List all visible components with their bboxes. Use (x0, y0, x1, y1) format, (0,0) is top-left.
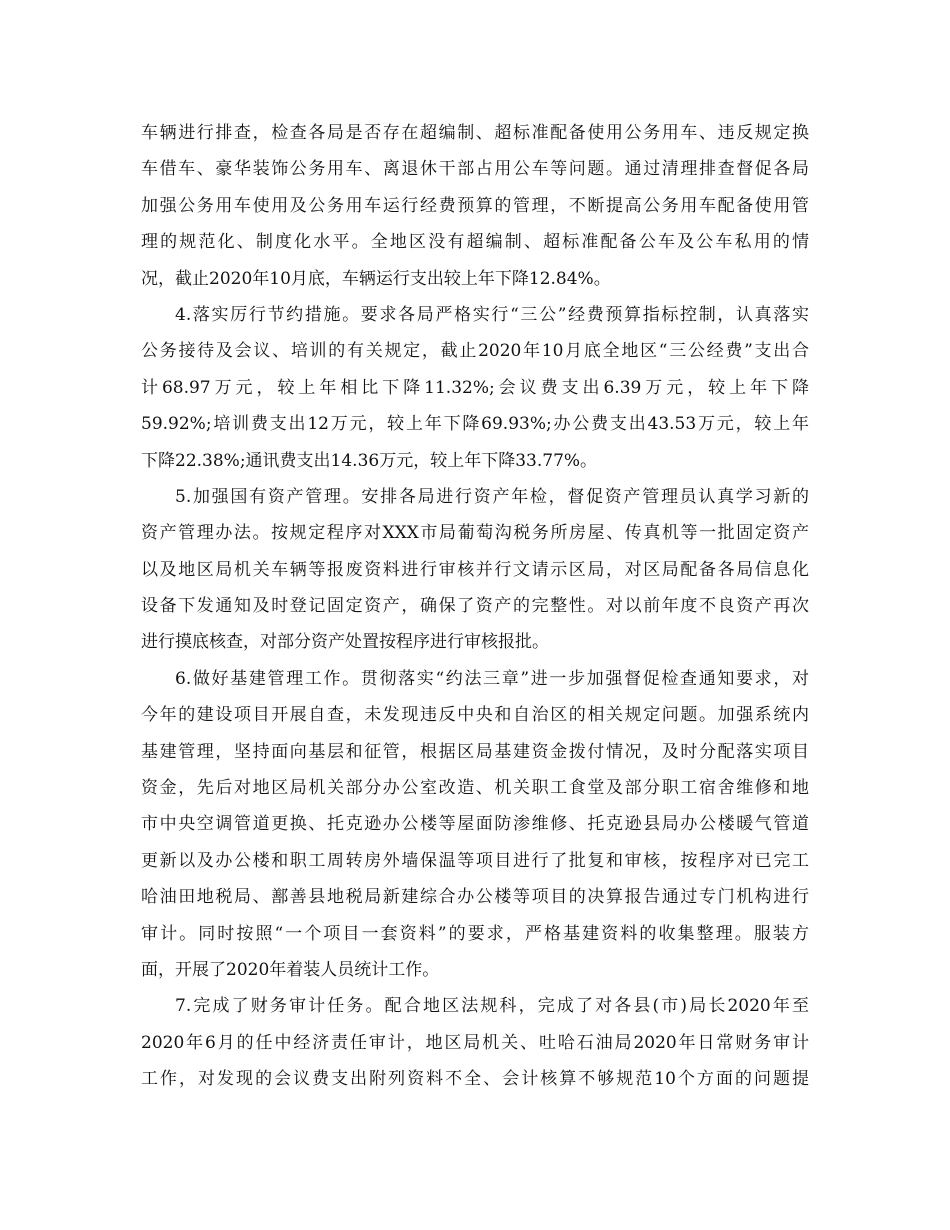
text-line: 市中央空调管道更换、托克逊办公楼等屋面防渗维修、托克逊县局办公楼暖气管道 (141, 814, 809, 835)
text-line: 下降22.38%;通讯费支出14.36万元，较上年下降33.77%。 (141, 450, 598, 471)
text-line: 7.完成了财务审计任务。配合地区法规科，完成了对各县(市)局长2020年至 (175, 996, 809, 1017)
text-line: 公务接待及会议、培训的有关规定，截止2020年10月底全地区“三公经费”支出合 (141, 341, 809, 362)
text-line: 审计。同时按照“一个项目一套资料”的要求，严格基建资料的收集整理。服装方 (141, 923, 809, 944)
text-line: 更新以及办公楼和职工周转房外墙保温等项目进行了批复和审核，按程序对已完工 (141, 850, 809, 871)
text-line: 资金，先后对地区局机关部分办公室改造、机关职工食堂及部分职工宿舍维修和地 (141, 778, 809, 799)
text-line: 计68.97万元，较上年相比下降11.32%;会议费支出6.39万元，较上年下降 (141, 377, 809, 398)
text-line: 况，截止2020年10月底，车辆运行支出较上年下降12.84%。 (141, 268, 611, 289)
text-line: 加强公务用车使用及公务用车运行经费预算的管理，不断提高公务用车配备使用管 (141, 195, 809, 216)
text-line: 2020年6月的任中经济责任审计，地区局机关、吐哈石油局2020年日常财务审计 (141, 1032, 809, 1053)
text-line: 进行摸底核查，对部分资产处置按程序进行审核报批。 (141, 632, 549, 653)
text-line: 5.加强国有资产管理。安排各局进行资产年检，督促资产管理员认真学习新的 (175, 486, 809, 507)
text-line: 6.做好基建管理工作。贯彻落实“约法三章”进一步加强督促检查通知要求，对 (175, 668, 809, 689)
text-line: 资产管理办法。按规定程序对XXX市局葡萄沟税务所房屋、传真机等一批固定资产 (141, 523, 809, 544)
text-line: 基建管理，坚持面向基层和征管，根据区局基建资金拨付情况，及时分配落实项目 (141, 741, 809, 762)
text-line: 哈油田地税局、鄯善县地税局新建综合办公楼等项目的决算报告通过专门机构进行 (141, 887, 809, 908)
document-body (141, 115, 809, 1098)
text-line: 4.落实厉行节约措施。要求各局严格实行“三公”经费预算指标控制，认真落实 (175, 304, 809, 325)
text-line: 车借车、豪华装饰公务用车、离退休干部占用公车等问题。通过清理排查督促各局 (141, 159, 809, 180)
text-line: 车辆进行排查，检查各局是否存在超编制、超标准配备使用公务用车、违反规定换 (141, 123, 809, 143)
text-line: 设备下发通知及时登记固定资产，确保了资产的完整性。对以前年度不良资产再次 (141, 596, 809, 617)
text-line: 理的规范化、制度化水平。全地区没有超编制、超标准配备公车及公车私用的情 (141, 232, 809, 253)
text-line: 59.92%;培训费支出12万元，较上年下降69.93%;办公费支出43.53万元，较上年 (141, 414, 809, 435)
text-line: 面，开展了2020年着装人员统计工作。 (141, 959, 440, 980)
text-line: 以及地区局机关车辆等报废资料进行审核并行文请示区局，对区局配备各局信息化 (141, 559, 809, 580)
text-line: 今年的建设项目开展自查，未发现违反中央和自治区的相关规定问题。加强系统内 (141, 705, 809, 726)
text-line: 工作，对发现的会议费支出附列资料不全、会计核算不够规范10个方面的问题提 (141, 1069, 809, 1090)
